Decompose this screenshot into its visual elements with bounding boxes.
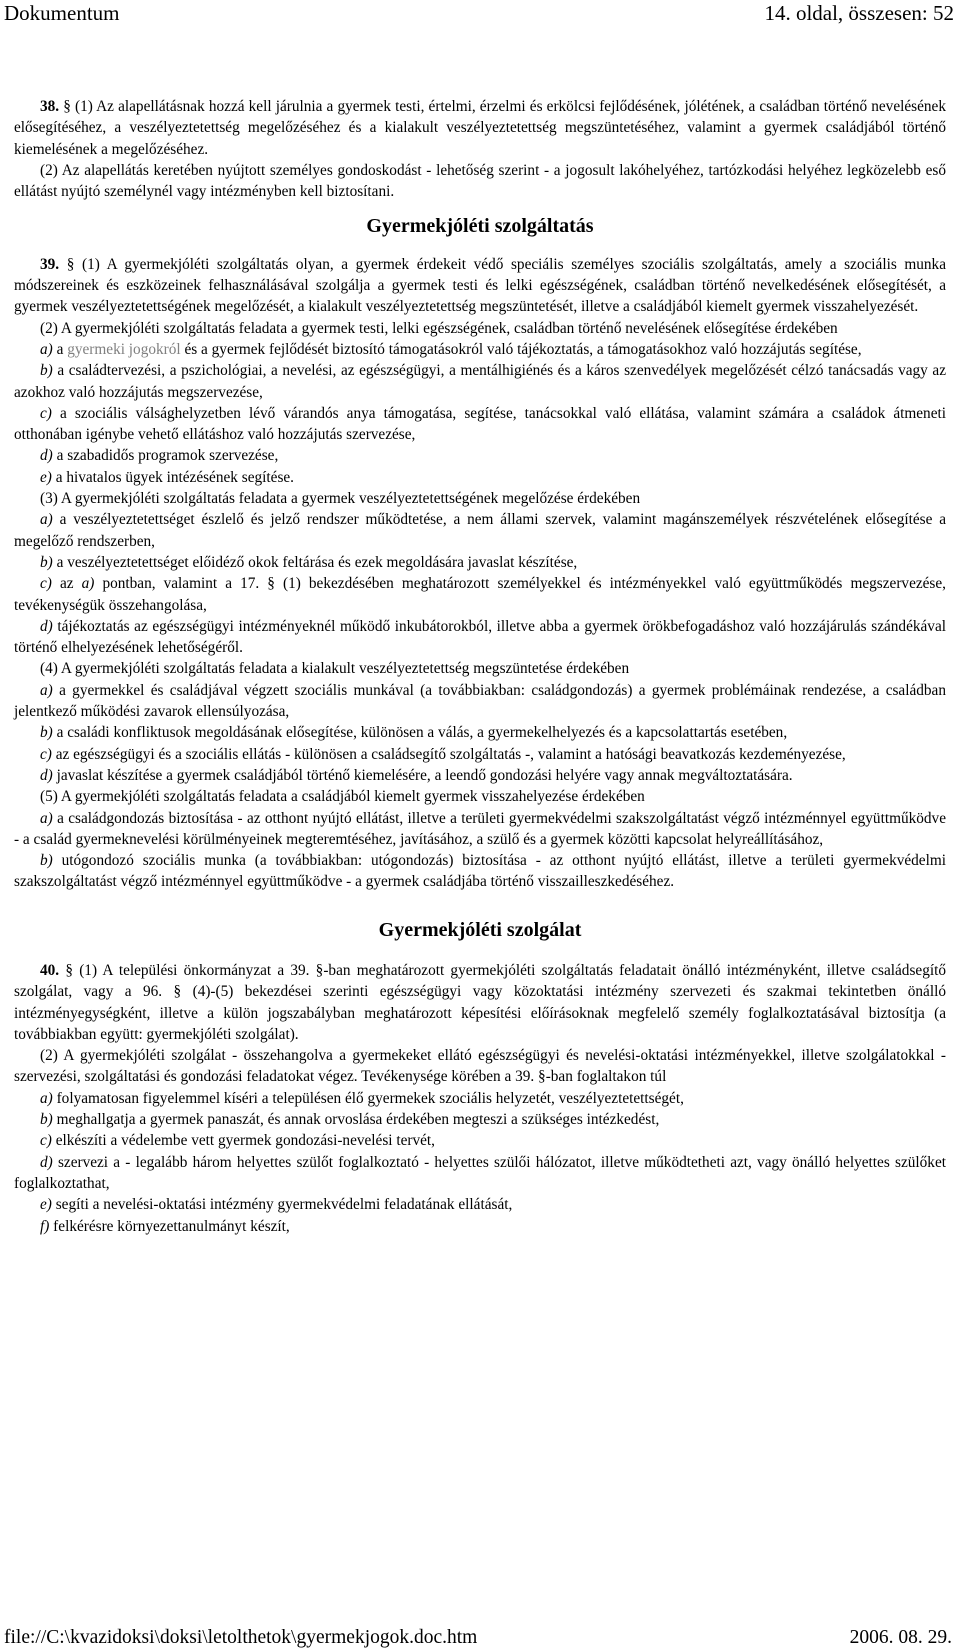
- list-item: d) a szabadidős programok szervezése,: [40, 447, 279, 465]
- section-39-paragraph-4: (4) A gyermekjóléti szolgáltatás feladata a kialakult veszélyeztetettség megszüntetése érdekében: [40, 660, 630, 678]
- list-item: c) az a) pontban, valamint a 17. § (1) bekezdésében meghatározott személyekkel és intézményekkel való együttműködés megszervezése, tevékenységük összehangolása,: [14, 575, 947, 614]
- gyermeki-jogok-link[interactable]: gyermeki jogokról: [67, 340, 181, 358]
- section-40-paragraph-1: 40. § (1) A települési önkormányzat a 39. §-ban meghatározott gyermekjóléti szolgáltatás feladatait önálló intézményként, illetve családsegítő szolgálat, vagy a 96. § (4)-(5) bekezdései szerinti egészségügyi vagy közoktatási intézmény szervezeti és szakmai tekintetben önálló intézményegységként, illetve a külön jogszabályban meghatározott képesítési előírásoknak megfelelő személy foglalkoztatásával biztosítja (a továbbiakban együtt: gyermekjóléti szolgálat).: [14, 961, 946, 1043]
- list-item: c) elkészíti a védelembe vett gyermek gondozási-nevelési tervét,: [40, 1132, 436, 1150]
- section-39-paragraph-3: (3) A gyermekjóléti szolgáltatás feladata a gyermek veszélyeztetettségének megelőzése érdekében: [40, 490, 641, 508]
- document-label: Dokumentum: [4, 1, 120, 25]
- section-38-paragraph-1: 38. § (1) Az alapellátásnak hozzá kell járulnia a gyermek testi, értelmi, érzelmi és erkölcsi fejlődésének, jólétének, a családban történő nevelésének elősegítéséhez, a veszélyeztetettség megelőzéséhez és a kialakult veszélyeztetettség megszüntetéséhez, valamint a gyermek családjából történő kiemelésének a megelőzéséhez.: [14, 98, 946, 158]
- list-item: e) segíti a nevelési-oktatási intézmény gyermekvédelmi feladatának ellátását,: [40, 1196, 513, 1214]
- section-number: 40.: [40, 961, 60, 979]
- list-item: f) felkérésre környezettanulmányt készít,: [40, 1217, 290, 1235]
- page-footer: [0, 1626, 960, 1652]
- section-39-paragraph-5: (5) A gyermekjóléti szolgáltatás feladata a családjából kiemelt gyermek visszahelyezése érdekében: [40, 788, 645, 806]
- list-item: a) a gyermekkel és családjával végzett szociális munkával (a továbbiakban: családgondozás) a gyermek problémáinak rendezése, a családban jelentkező működési zavarok ellensúlyozása,: [14, 681, 946, 721]
- list-item: a) a veszélyeztetettséget észlelő és jelző rendszer működtetése, a nem állami szervek, valamint magánszemélyek részvételének elősegítése a megelőző rendszerben,: [14, 511, 946, 550]
- list-item: d) szervezi a - legalább három helyettes szülőt foglalkoztató - helyettes szülői hálózatot, illetve működtetheti azt, vagy önálló helyettes szülőket foglalkoztathat,: [14, 1153, 946, 1192]
- list-item: b) a családtervezési, a pszichológiai, a nevelési, az egészségügyi, a mentálhigiénés és a káros szenvedélyek megelőzését célzó tanácsadás vagy az azokhoz való hozzájutás megszervezése,: [14, 362, 946, 401]
- section-39-paragraph-2: (2) A gyermekjóléti szolgáltatás feladata a gyermek testi, lelki egészségének, családban történő nevelésének elősegítése érdekében: [40, 319, 838, 337]
- section-number: 38.: [40, 98, 60, 115]
- page-header: [0, 0, 960, 28]
- section-40-paragraph-2: (2) A gyermekjóléti szolgálat - összehangolva a gyermekeket ellátó egészségügyi és nevelési-oktatási intézményekkel, illetve szolgálatokkal - szervezési, szolgáltatási és gondozási feladatokat végez. Tevékenysége körében a 39. §-ban foglaltakon túl: [14, 1047, 946, 1086]
- list-item: b) utógondozó szociális munka (a továbbiakban: utógondozás) biztosítása - az otthont nyújtó ellátást, illetve a területi gyermekvédelmi szakszolgáltatást végző intézménnyel együttműködve - a gyermek családjába történő visszailleszkedéséhez.: [14, 852, 946, 891]
- list-item: c) az egészségügyi és a szociális ellátás - különösen a családsegítő szolgáltatás -, valamint a hatósági beavatkozás kezdeményezése,: [40, 745, 846, 763]
- file-path: file://C:\kvazidoksi\doksi\letolthetok\gyermekjogok.doc.htm: [4, 1627, 478, 1648]
- section-38-paragraph-2: (2) Az alapellátás keretében nyújtott személyes gondoskodást - lehetőség szerint - a jogosult lakóhelyéhez, tartózkodási helyéhez legközelebb eső ellátást nyújtó személynél vagy intézményben kell biztosítani.: [14, 161, 946, 201]
- list-item: b) a veszélyeztetettséget előidéző okok feltárása és ezek megoldására javaslat készítése,: [40, 553, 578, 571]
- print-date: 2006. 08. 29.: [849, 1627, 952, 1648]
- section-number: 39.: [40, 255, 60, 273]
- list-item: a) a családgondozás biztosítása - az otthont nyújtó ellátást, illetve a területi gyermekvédelmi szakszolgáltatást végző intézménnyel együttműködve - a család gyermeknevelési körülményeinek megteremtéséhez, javításához, a szülő és a gyermek közötti kapcsolat helyreállításához,: [14, 809, 946, 848]
- list-item: d) tájékoztatás az egészségügyi intézményeknél működő inkubátorokból, illetve abba a gyermek örökbefogadáshoz való hozzájárulás szándékával történő elhelyezésének lehetőségéről.: [14, 617, 946, 657]
- list-item: b) a családi konfliktusok megoldásának elősegítése, különösen a válás, a gyermekelhelyezés és a kapcsolattartás esetében,: [40, 724, 788, 742]
- section-heading: Gyermekjóléti szolgálat: [378, 918, 582, 941]
- document-body: [14, 96, 946, 1237]
- list-item: b) meghallgatja a gyermek panaszát, és annak orvoslása érdekében megteszi a szükséges intézkedést,: [40, 1111, 660, 1129]
- list-item: a) folyamatosan figyelemmel kíséri a településen élő gyermekek szociális helyzetét, veszélyeztetettségét,: [40, 1089, 684, 1107]
- page-number: 14. oldal, összesen: 52: [764, 1, 954, 25]
- section-heading: Gyermekjóléti szolgáltatás: [366, 215, 594, 238]
- list-item: c) a szociális válsághelyzetben lévő várandós anya támogatása, segítése, tanácsokkal való ellátása, valamint számára a családok átmeneti otthonában igénybe vehető ellátáshoz való hozzájutás szervezése,: [14, 404, 946, 444]
- section-39-paragraph-1: 39. § (1) A gyermekjóléti szolgáltatás olyan, a gyermek érdekeit védő speciális személyes szociális szolgáltatás, amely a szociális munka módszereinek és eszközeinek felhasználásával szolgálja a gyermek testi és lelki egészségének, családban történő nevelkedésének elősegítését, a gyermek veszélyeztetettségének megelőzését, a kialakult veszélyeztetettség megszüntetését, illetve a családjából kiemelt gyermek visszahelyezését.: [14, 255, 946, 316]
- list-item: d) javaslat készítése a gyermek családjából történő kiemelésére, a leendő gondozási helyére vagy annak megváltoztatására.: [40, 766, 793, 784]
- list-item: a) a gyermeki jogokról és a gyermek fejlődését biztosító támogatásokról való tájékoztatás, a támogatásokhoz való hozzájutás segítése,: [40, 340, 862, 358]
- list-item: e) a hivatalos ügyek intézésének segítése.: [40, 468, 295, 486]
